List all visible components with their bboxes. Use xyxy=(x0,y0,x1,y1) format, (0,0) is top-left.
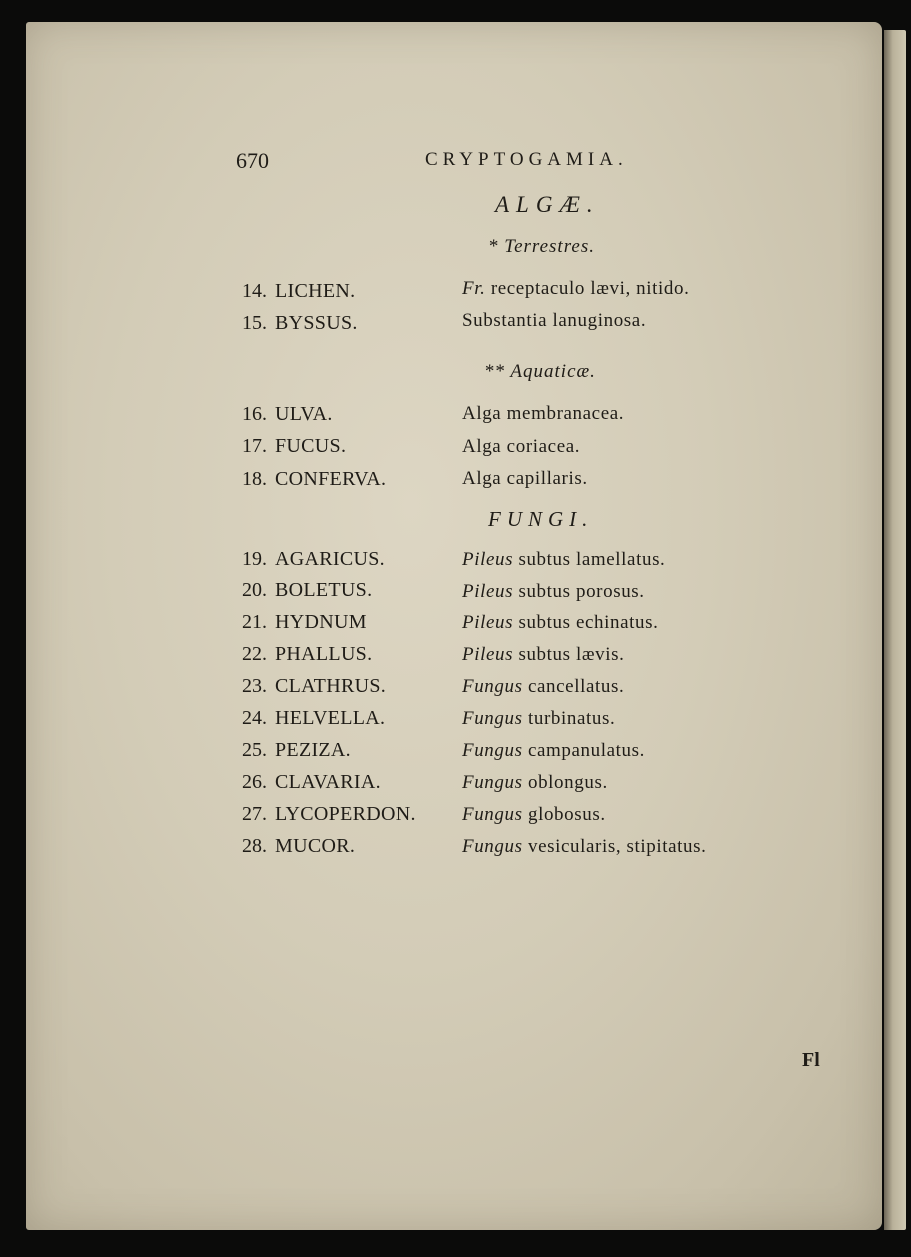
genus-description xyxy=(462,279,689,298)
entry-number: 23. xyxy=(242,675,267,697)
description-text: globosus. xyxy=(527,804,606,825)
description-term: Pileus xyxy=(462,644,514,665)
genus-description xyxy=(462,837,707,856)
description-term: Fungus xyxy=(462,772,523,793)
description-term: Fungus xyxy=(462,676,523,697)
entry-number: 25. xyxy=(242,739,267,761)
description-text: campanulatus. xyxy=(527,740,645,761)
genus-description xyxy=(462,741,645,760)
genus-name: FUCUS. xyxy=(275,435,347,457)
running-head: CRYPTOGAMIA. xyxy=(425,149,628,170)
genus-description xyxy=(462,469,588,488)
description-term: Fungus xyxy=(462,804,523,825)
genus-description xyxy=(462,709,615,728)
genus-name: PEZIZA. xyxy=(275,739,351,761)
genus-description xyxy=(462,404,624,423)
description-text: turbinatus. xyxy=(527,708,616,729)
section-heading-fungi: FUNGI. xyxy=(488,507,594,531)
subheading-terrestres: * Terrestres. xyxy=(488,236,595,257)
genus-name: AGARICUS. xyxy=(275,548,385,570)
genus-description xyxy=(462,773,608,792)
description-text: Alga membranacea. xyxy=(462,403,625,424)
description-term: Pileus xyxy=(462,549,514,570)
genus-name: CLATHRUS. xyxy=(275,675,387,697)
entry-number: 15. xyxy=(242,312,267,334)
entry-number: 16. xyxy=(242,403,267,425)
genus-description xyxy=(462,582,645,601)
description-text: Substantia lanuginosa. xyxy=(462,310,647,331)
page-number: 670 xyxy=(236,148,269,173)
description-term: Pileus xyxy=(462,612,514,633)
signature-mark: Fl xyxy=(802,1049,820,1071)
description-text: subtus lævis. xyxy=(518,644,625,665)
description-term: Fungus xyxy=(462,740,523,761)
genus-description xyxy=(462,645,624,664)
book-page xyxy=(26,22,882,1230)
entry-number: 28. xyxy=(242,835,267,857)
entry-number: 14. xyxy=(242,280,267,302)
entry-number: 17. xyxy=(242,435,267,457)
description-text: vesicularis, stipitatus. xyxy=(527,836,707,857)
section-heading-algae: ALGÆ. xyxy=(495,192,600,217)
entry-number: 19. xyxy=(242,548,267,570)
description-term: Fungus xyxy=(462,836,523,857)
genus-description xyxy=(462,613,658,632)
genus-name: MUCOR. xyxy=(275,835,356,857)
description-term: Fungus xyxy=(462,708,523,729)
genus-name: CONFERVA. xyxy=(275,468,387,490)
description-text: subtus echinatus. xyxy=(518,612,659,633)
genus-name: HELVELLA. xyxy=(275,707,386,729)
entry-number: 20. xyxy=(242,579,267,601)
genus-name: BOLETUS. xyxy=(275,579,373,601)
entry-number: 18. xyxy=(242,468,267,490)
subheading-aquaticae: ** Aquaticæ. xyxy=(484,361,596,382)
genus-name: PHALLUS. xyxy=(275,643,373,665)
description-text: receptaculo lævi, nitido. xyxy=(490,278,690,299)
entry-number: 24. xyxy=(242,707,267,729)
description-text: oblongus. xyxy=(527,772,608,793)
description-text: cancellatus. xyxy=(527,676,625,697)
genus-name: HYDNUM xyxy=(275,611,367,633)
genus-description xyxy=(462,311,646,330)
description-text: Alga coriacea. xyxy=(462,436,581,457)
description-text: subtus lamellatus. xyxy=(518,549,666,570)
genus-description xyxy=(462,437,580,456)
genus-name: BYSSUS. xyxy=(275,312,358,334)
genus-description xyxy=(462,550,665,569)
entry-number: 22. xyxy=(242,643,267,665)
facing-page-edge xyxy=(884,30,906,1230)
description-term: Fr. xyxy=(462,278,486,299)
genus-name: LYCOPERDON. xyxy=(275,803,416,825)
entry-number: 26. xyxy=(242,771,267,793)
genus-description xyxy=(462,805,606,824)
description-text: Alga capillaris. xyxy=(462,468,588,489)
genus-name: CLAVARIA. xyxy=(275,771,381,793)
description-term: Pileus xyxy=(462,581,514,602)
entry-number: 21. xyxy=(242,611,267,633)
genus-description xyxy=(462,677,624,696)
genus-name: LICHEN. xyxy=(275,280,356,302)
genus-name: ULVA. xyxy=(275,403,333,425)
description-text: subtus porosus. xyxy=(518,581,645,602)
entry-number: 27. xyxy=(242,803,267,825)
